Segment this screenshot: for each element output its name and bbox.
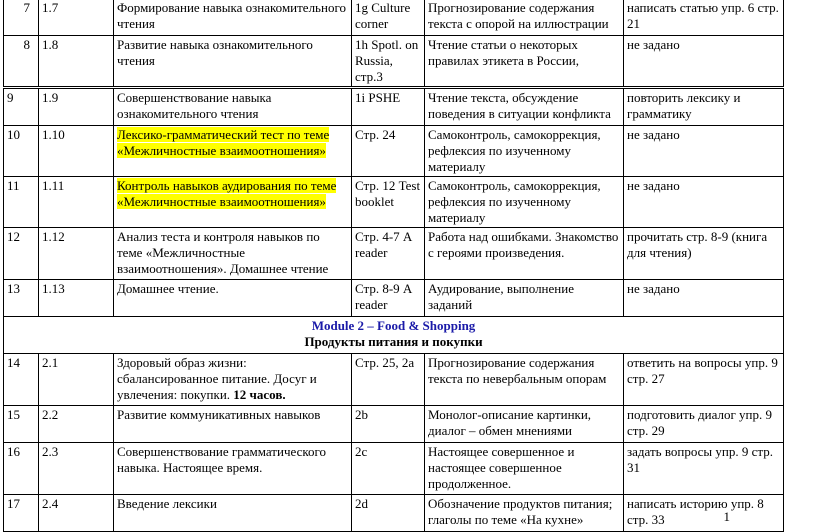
lesson-topic-text: Здоровый образ жизни: сбалансированное питание. Досуг и увлечения: покупки. [117,355,317,402]
lesson-id: 2.2 [39,406,114,443]
lesson-table-main [3,88,784,532]
lesson-activity: Обозначение продуктов питания; глаголы по теме «На кухне» [425,495,624,532]
lesson-id: 2.3 [39,443,114,495]
lesson-number: 13 [4,280,39,317]
lesson-activity: Аудирование, выполнение заданий [425,280,624,317]
table-row [4,177,784,228]
lesson-homework: прочитать стр. 8-9 (книга для чтения) [624,228,784,280]
table-row [4,443,784,495]
lesson-activity: Прогнозирование содержания текста с опорой на иллюстрации [425,0,624,36]
lesson-hours: 12 часов. [233,387,286,402]
lesson-topic: Анализ теста и контроля навыков по теме «Межличностные взаимоотношения». Домашнее чтение [114,228,352,280]
lesson-material: 2d [352,495,425,532]
lesson-number: 8 [4,36,39,87]
lesson-activity: Самоконтроль, самокоррекция, рефлексия по изученному материалу [425,126,624,177]
lesson-number: 12 [4,228,39,280]
lesson-number: 7 [4,0,39,36]
lesson-id: 1.11 [39,177,114,228]
lesson-topic [114,354,352,406]
lesson-topic: Формирование навыка ознакомительного чтения [114,0,352,36]
lesson-id: 1.7 [39,0,114,36]
table-row [4,406,784,443]
lesson-homework: не задано [624,177,784,228]
lesson-topic: Развитие навыка ознакомительного чтения [114,36,352,87]
lesson-homework: написать статью упр. 6 стр. 21 [624,0,784,36]
lesson-topic: Введение лексики [114,495,352,532]
lesson-number: 15 [4,406,39,443]
lesson-homework: не задано [624,280,784,317]
lesson-material: 1i PSHE [352,89,425,126]
lesson-table-top [3,0,784,87]
lesson-activity: Работа над ошибками. Знакомство с героями произведения. [425,228,624,280]
module-header [4,317,784,354]
highlighted-topic: Лексико-грамматический тест по теме «Межличностные взаимоотношения» [117,127,330,158]
table-row [4,280,784,317]
module-header-row [4,317,784,354]
lesson-material: Стр. 12 Test booklet [352,177,425,228]
lesson-topic: Совершенствование грамматического навыка. Настоящее время. [114,443,352,495]
lesson-id: 1.13 [39,280,114,317]
lesson-topic: Развитие коммуникативных навыков [114,406,352,443]
lesson-activity: Чтение статьи о некоторых правилах этикета в России, [425,36,624,87]
lesson-activity: Самоконтроль, самокоррекция, рефлексия по изученному материалу [425,177,624,228]
table-row [4,354,784,406]
table-row [4,0,784,36]
lesson-number: 14 [4,354,39,406]
module-subtitle: Продукты питания и покупки [304,334,483,349]
lesson-number: 11 [4,177,39,228]
page-number: 1 [723,509,730,524]
lesson-topic: Домашнее чтение. [114,280,352,317]
table-row [4,89,784,126]
lesson-activity: Прогнозирование содержания текста по невербальным опорам [425,354,624,406]
table-row [4,495,784,532]
lesson-number: 17 [4,495,39,532]
lesson-id: 1.12 [39,228,114,280]
lesson-topic: Совершенствование навыка ознакомительного чтения [114,89,352,126]
lesson-homework: подготовить диалог упр. 9 стр. 29 [624,406,784,443]
lesson-material: Стр. 4-7 A reader [352,228,425,280]
lesson-homework: написать историю упр. 8 стр. 33 [624,495,784,532]
lesson-material: 2c [352,443,425,495]
lesson-material: 1h Spotl. on Russia, стр.3 [352,36,425,87]
lesson-id: 2.4 [39,495,114,532]
lesson-id: 1.10 [39,126,114,177]
lesson-homework: ответить на вопросы упр. 9 стр. 27 [624,354,784,406]
lesson-id: 1.8 [39,36,114,87]
lesson-material: Стр. 25, 2а [352,354,425,406]
module-title: Module 2 – Food & Shopping [311,318,476,333]
lesson-material: Стр. 8-9 A reader [352,280,425,317]
lesson-id: 1.9 [39,89,114,126]
lesson-homework: не задано [624,36,784,87]
lesson-activity: Настоящее совершенное и настоящее совершенное продолженное. [425,443,624,495]
lesson-id: 2.1 [39,354,114,406]
table-row [4,36,784,87]
highlighted-topic: Контроль навыков аудирования по теме «Межличностные взаимоотношения» [117,178,337,209]
table-row [4,228,784,280]
lesson-topic [114,126,352,177]
lesson-homework: повторить лексику и грамматику [624,89,784,126]
lesson-homework: задать вопросы упр. 9 стр. 31 [624,443,784,495]
lesson-number: 9 [4,89,39,126]
lesson-activity: Монолог-описание картинки, диалог – обмен мнениями [425,406,624,443]
lesson-material: 2b [352,406,425,443]
lesson-number: 10 [4,126,39,177]
lesson-material: Стр. 24 [352,126,425,177]
lesson-material: 1g Culture corner [352,0,425,36]
table-row [4,126,784,177]
lesson-topic [114,177,352,228]
lesson-number: 16 [4,443,39,495]
lesson-homework: не задано [624,126,784,177]
lesson-activity: Чтение текста, обсуждение поведения в ситуации конфликта [425,89,624,126]
